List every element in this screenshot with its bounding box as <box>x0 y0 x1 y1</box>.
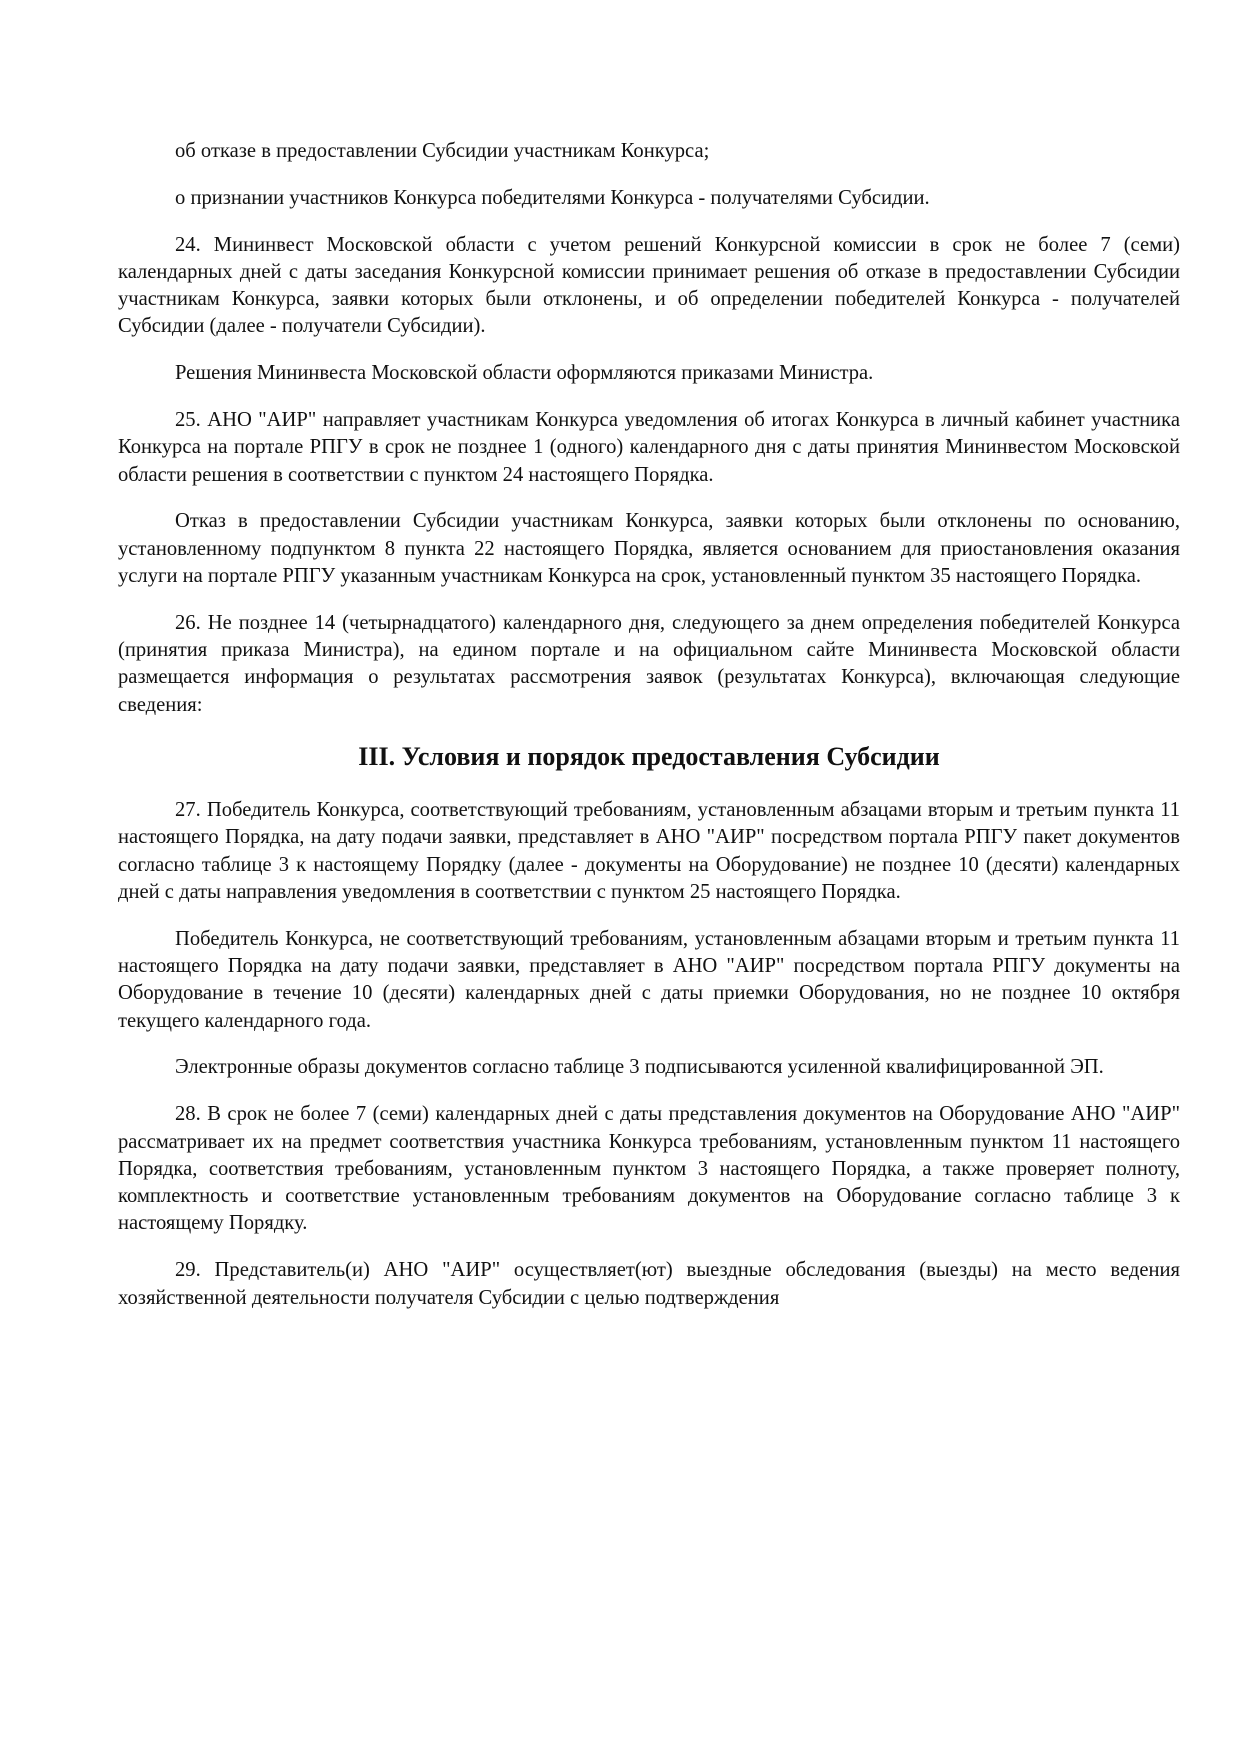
paragraph-clause-29: 29. Представитель(и) АНО "АИР" осуществляет(ют) выездные обследования (выезды) на место ведения хозяйственной деятельности получателя Субсидии с целью подтверждения <box>118 1259 1180 1309</box>
paragraph-clause-27: 27. Победитель Конкурса, соответствующий требованиям, установленным абзацами вторым и третьим пункта 11 настоящего Порядка, на дату подачи заявки, представляет в АНО "АИР" посредством портала РПГУ пакет документов согласно таблице 3 к настоящему Порядку (далее - документы на Оборудование) не позднее 10 (десяти) календарных дней с даты направления уведомления в соответствии с пунктом 25 настоящего Порядка. <box>118 799 1180 903</box>
paragraph-electronic-signature: Электронные образы документов согласно таблице 3 подписываются усиленной квалифицированной ЭП. <box>175 1056 1104 1079</box>
paragraph-clause-28: 28. В срок не более 7 (семи) календарных дней с даты представления документов на Оборудование АНО "АИР" рассматривает их на предмет соответствия участника Конкурса требованиям, установленным пунктом 11 настоящего Порядка, соответствия требованиям, установленным пунктом 3 настоящего Порядка, а также проверяет полноту, комплектность и соответствие установленным требованиям документов на Оборудование согласно таблице 3 к настоящему Порядку. <box>118 1103 1180 1235</box>
document-page <box>118 138 1180 1331</box>
paragraph-non-compliant-winner: Победитель Конкурса, не соответствующий требованиям, установленным абзацами вторым и третьим пункта 11 настоящего Порядка на дату подачи заявки, представляет в АНО "АИР" посредством портала РПГУ документы на Оборудование в течение 10 (десяти) календарных дней с даты приемки Оборудования, но не позднее 10 октября текущего календарного года. <box>118 927 1180 1032</box>
paragraph-refusal-suspension: Отказ в предоставлении Субсидии участникам Конкурса, заявки которых были отклонены по основанию, установленному подпунктом 8 пункта 22 настоящего Порядка, является основанием для приостановления оказания услуги на портале РПГУ указанным участникам Конкурса на срок, установленный пунктом 35 настоящего Порядка. <box>118 510 1180 588</box>
paragraph-clause-24: 24. Мининвест Московской области с учетом решений Конкурсной комиссии в срок не более 7 (семи) календарных дней с даты заседания Конкурсной комиссии принимает решения об отказе в предоставлении Субсидии участникам Конкурса, заявки которых были отклонены, и об определении победителей Конкурса - получателей Субсидии (далее - получатели Субсидии). <box>118 233 1180 338</box>
paragraph-winners-item: о признании участников Конкурса победителями Конкурса - получателями Субсидии. <box>175 186 930 209</box>
section-heading: III. Условия и порядок предоставления Субсидии <box>358 742 940 772</box>
paragraph-clause-26: 26. Не позднее 14 (четырнадцатого) календарного дня, следующего за днем определения победителей Конкурса (принятия приказа Министра), на едином портале и на официальном сайте Мининвеста Московской области размещается информация о результатах рассмотрения заявок (результатах Конкурса), включающая следующие сведения: <box>118 611 1180 716</box>
paragraph-minister-orders: Решения Мининвеста Московской области оформляются приказами Министра. <box>175 362 874 385</box>
paragraph-refusal-item: об отказе в предоставлении Субсидии участникам Конкурса; <box>175 140 710 162</box>
paragraph-clause-25: 25. АНО "АИР" направляет участникам Конкурса уведомления об итогах Конкурса в личный кабинет участника Конкурса на портале РПГУ в срок не позднее 1 (одного) календарного дня с даты принятия Мининвестом Московской области решения в соответствии с пунктом 24 настоящего Порядка. <box>118 409 1180 486</box>
